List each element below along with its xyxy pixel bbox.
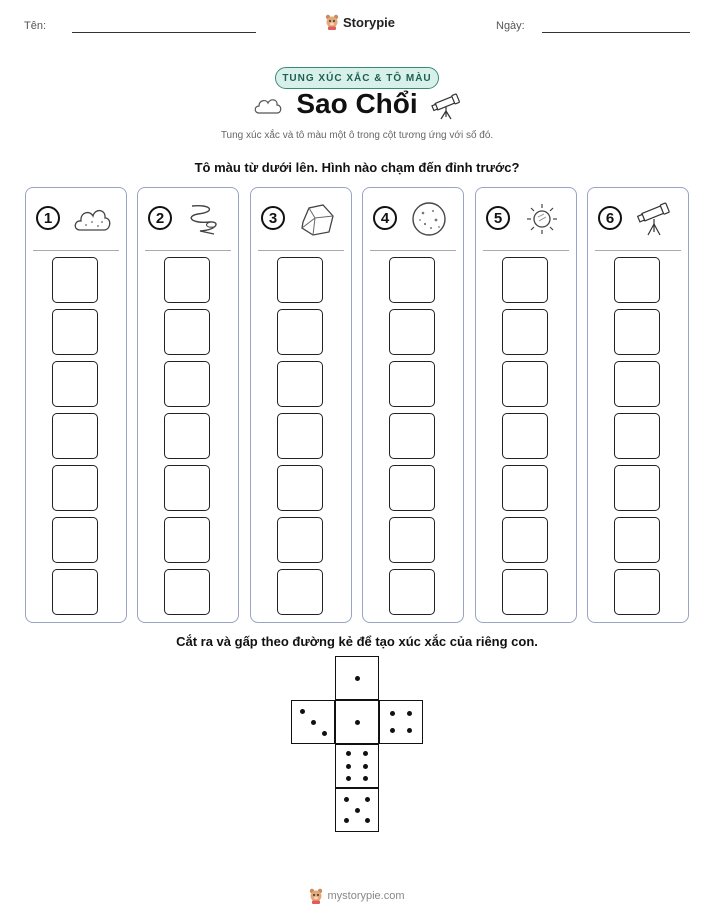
color-cell[interactable] [502, 465, 548, 511]
column-number: 4 [373, 206, 397, 230]
column-number: 2 [148, 206, 172, 230]
color-cell[interactable] [164, 257, 210, 303]
color-cell[interactable] [52, 413, 98, 459]
color-cell[interactable] [502, 257, 548, 303]
die-pip [355, 808, 360, 813]
color-cell[interactable] [389, 309, 435, 355]
bear-mascot-icon [325, 14, 339, 30]
page-title: Sao Chổi [296, 88, 418, 119]
color-cell[interactable] [164, 517, 210, 563]
die-pip [344, 797, 349, 802]
column-header [138, 188, 238, 250]
die-face-4 [379, 700, 423, 744]
color-cell[interactable] [502, 569, 548, 615]
color-cell[interactable] [277, 309, 323, 355]
coloring-instruction: Tô màu từ dưới lên. Hình nào chạm đến đỉnh trước? [194, 160, 520, 175]
telescope-icon [634, 200, 674, 238]
color-cell[interactable] [164, 569, 210, 615]
column-number: 6 [598, 206, 622, 230]
column-header [251, 188, 351, 250]
color-cell[interactable] [277, 517, 323, 563]
color-cell[interactable] [52, 309, 98, 355]
die-pip [390, 728, 395, 733]
column-2 [137, 187, 239, 623]
color-cell[interactable] [52, 257, 98, 303]
column-number: 3 [261, 206, 285, 230]
color-cell[interactable] [502, 413, 548, 459]
color-cell[interactable] [164, 361, 210, 407]
die-pip [363, 764, 368, 769]
color-cell[interactable] [389, 569, 435, 615]
die-pip [390, 711, 395, 716]
page-subtitle: Tung xúc xắc và tô màu một ô trong cột tương ứng với số đó. [220, 130, 494, 141]
die-pip [346, 764, 351, 769]
activity-badge: TUNG XÚC XẮC & TÔ MÀU [275, 67, 439, 89]
die-pip [346, 776, 351, 781]
color-cell[interactable] [389, 257, 435, 303]
die-face-1 [335, 700, 379, 744]
color-cell[interactable] [502, 517, 548, 563]
color-cell[interactable] [614, 465, 660, 511]
color-cell[interactable] [52, 361, 98, 407]
die-face-6 [335, 744, 379, 788]
color-cell[interactable] [277, 257, 323, 303]
brand-name: Storypie [343, 14, 396, 30]
color-cell[interactable] [277, 465, 323, 511]
column-divider [145, 250, 231, 251]
die-pip [300, 709, 305, 714]
name-label: Tên: [24, 20, 47, 32]
color-cell[interactable] [614, 413, 660, 459]
column-header [363, 188, 463, 250]
sun-icon [522, 200, 562, 238]
column-6 [587, 187, 689, 623]
column-divider [33, 250, 119, 251]
die-pip [346, 751, 351, 756]
column-5 [475, 187, 577, 623]
die-pip [355, 676, 360, 681]
moon-icon [409, 200, 449, 238]
footer-url[interactable]: mystorypie.com [327, 890, 405, 902]
die-pip [355, 720, 360, 725]
die-pip [365, 797, 370, 802]
die-pip [363, 776, 368, 781]
column-header [476, 188, 576, 250]
die-pip [407, 711, 412, 716]
column-number: 1 [36, 206, 60, 230]
color-cell[interactable] [164, 465, 210, 511]
color-cell[interactable] [614, 569, 660, 615]
ribbon-icon [184, 200, 224, 238]
color-cell[interactable] [614, 309, 660, 355]
column-divider [370, 250, 456, 251]
color-cell[interactable] [389, 361, 435, 407]
column-1 [25, 187, 127, 623]
column-4 [362, 187, 464, 623]
color-cell[interactable] [164, 413, 210, 459]
die-pip [344, 818, 349, 823]
date-label: Ngày: [496, 20, 525, 32]
color-cell[interactable] [164, 309, 210, 355]
color-cell[interactable] [389, 413, 435, 459]
column-header [588, 188, 688, 250]
name-line[interactable] [72, 32, 256, 33]
color-cell[interactable] [277, 413, 323, 459]
die-pip [407, 728, 412, 733]
column-header [26, 188, 126, 250]
brand-logo [325, 14, 395, 30]
column-divider [258, 250, 344, 251]
color-cell[interactable] [389, 465, 435, 511]
die-pip [363, 751, 368, 756]
color-cell[interactable] [277, 569, 323, 615]
column-divider [483, 250, 569, 251]
bear-mascot-icon [309, 888, 323, 904]
color-cell[interactable] [614, 257, 660, 303]
color-cell[interactable] [502, 361, 548, 407]
color-cell[interactable] [52, 517, 98, 563]
color-cell[interactable] [52, 465, 98, 511]
color-cell[interactable] [614, 517, 660, 563]
rock-icon [297, 200, 337, 238]
color-cell[interactable] [389, 517, 435, 563]
die-pip [322, 731, 327, 736]
die-face-5 [335, 788, 379, 832]
color-cell[interactable] [614, 361, 660, 407]
die-pip [311, 720, 316, 725]
color-cell[interactable] [277, 361, 323, 407]
telescope-icon [431, 93, 463, 121]
die-pip [365, 818, 370, 823]
cutout-instruction: Cắt ra và gấp theo đường kẻ để tạo xúc xắc của riêng con. [176, 634, 538, 649]
cloud-icon [72, 200, 112, 238]
color-cell[interactable] [502, 309, 548, 355]
footer [0, 888, 714, 904]
color-cell[interactable] [52, 569, 98, 615]
column-number: 5 [486, 206, 510, 230]
die-face-3 [291, 700, 335, 744]
date-line[interactable] [542, 32, 690, 33]
column-divider [595, 250, 681, 251]
die-face-1 [335, 656, 379, 700]
column-3 [250, 187, 352, 623]
